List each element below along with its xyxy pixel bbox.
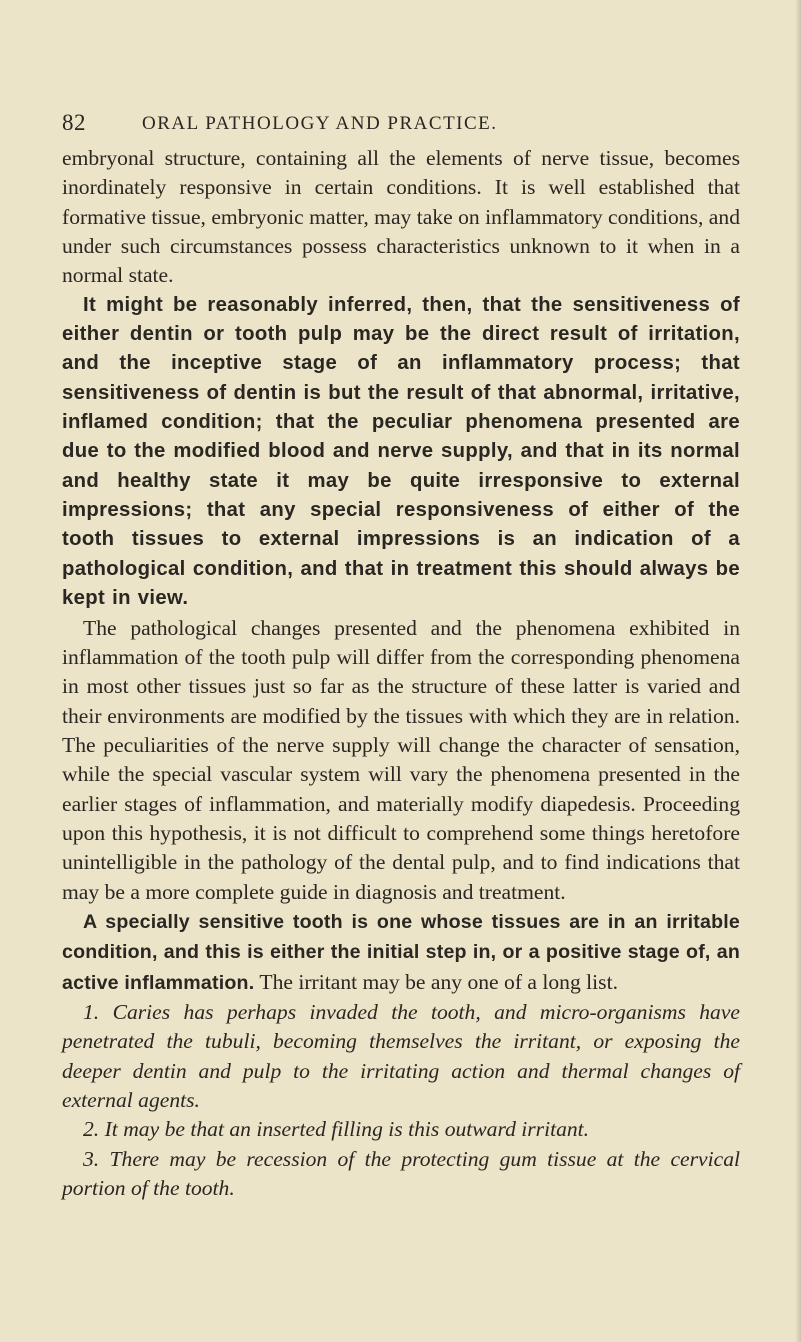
paragraph-inference: It might be reasonably inferred, then, that the sensitiveness of either dentin or tooth pulp may be the direct result of irritation, and the inceptive stage of an inflammatory process; that sensitiveness of dentin is but the result of that abnormal, irritative, inflamed condition; that the peculiar phenomena presented are due to the modified blood and nerve supply, and that in its normal and healthy state it may be quite irresponsive to external impressions; that any special responsiveness of either of the tooth tissues to external impressions is an indication of a pathological condition, and that in treatment this should always be kept in view. <box>62 293 740 610</box>
page-number: 82 <box>62 110 86 135</box>
list-item <box>62 1145 740 1204</box>
list-number: 1. <box>83 999 100 1024</box>
list-text: It may be that an inserted filling is this outward irritant. <box>104 1117 590 1142</box>
paragraph-irritant-note: The irritant may be any one of a long list. <box>254 969 618 994</box>
list-item <box>62 998 740 1115</box>
running-title: ORAL PATHOLOGY AND PRACTICE. <box>142 113 498 134</box>
page-header <box>62 110 752 138</box>
paragraph-continued: embryonal structure, containing all the elements of nerve tissue, becomes inordinately responsive in certain conditions. It is well established that formative tissue, embryonic matter, may take on inflammatory conditions, and under such circumstances possess characteristics unknown to it when in a normal state. <box>62 146 740 288</box>
emphasis-statement: A specially sensitive tooth is one whose tissues are in an irritable condition, and this is either the initial step in, or a positive stage of, an active inflammation. <box>62 910 740 994</box>
body-text <box>62 144 740 1203</box>
page-edge-shadow <box>795 0 801 1342</box>
list-text: There may be recession of the protecting gum tissue at the cervical portion of the tooth. <box>62 1146 740 1201</box>
paragraph-pathological-changes: The pathological changes presented and the phenomena exhibited in inflammation of the tooth pulp will differ from the corresponding phenomena in most other tissues just so far as the structure of these latter is varied and their environments are modified by the tissues with which they are in relation. The peculiarities of the nerve supply will change the character of sensation, while the special vascular system will vary the phenomena presented in the earlier stages of inflammation, and materially modify diapedesis. Proceeding upon this hypothesis, it is not difficult to comprehend some things heretofore unintelligible in the pathology of the dental pulp, and to find indications that may be a more complete guide in diagnosis and treatment. <box>62 615 740 904</box>
list-number: 2. <box>83 1117 100 1142</box>
list-item <box>62 1115 740 1144</box>
paragraph-sensitive-tooth <box>62 907 740 998</box>
list-number: 3. <box>83 1146 100 1171</box>
list-text: Caries has perhaps invaded the tooth, and micro-organisms have penetrated the tubuli, becoming themselves the irritant, or exposing the deeper dentin and pulp to the irritating action and thermal changes of external agents. <box>62 999 740 1112</box>
